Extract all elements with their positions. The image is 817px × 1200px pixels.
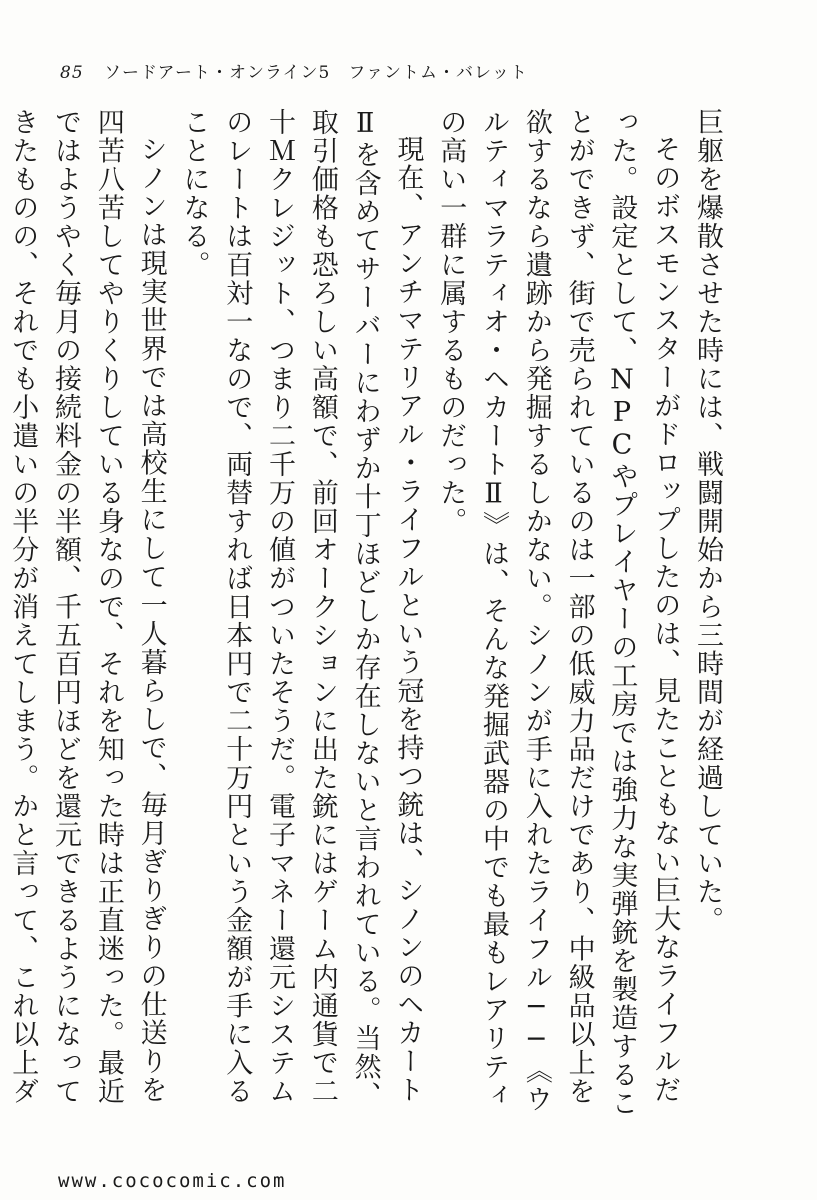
page-header xyxy=(60,58,528,83)
paragraph: 現在、アンチマテリアル・ライフルという冠を持つ銃は、シノンのヘカートⅡを含めてサーバーにわずか十丁ほどしか存在しないと言われている。当然、取引価格も恐ろしい高額で、前回オークションに出た銃にはゲーム内通貨で二十Ｍクレジット、つまり二千万の値がついたそうだ。電子マネー還元システムのレートは百対一なので、両替すれば日本円で二十万円という金額が手に入ることになる。 xyxy=(178,108,424,1110)
paragraph: そのボスモンスターがドロップしたのは、見たこともない巨大なライフルだった。設定として、NPCやプレイヤーの工房では強力な実弾銃を製造することができず、街で売られているのは一部の低威力品だけであり、中級品以上を欲するなら遺跡から発掘するしかない。シノンが手に入れたライフル──《ウルティマラティオ・ヘカートⅡ》は、そんな発掘武器の中でも最もレアリティの高い一群に属するものだった。 xyxy=(435,108,681,1118)
running-title: ソードアート・オンライン5 ファントム・バレット xyxy=(104,63,528,83)
paragraph: シノンは現実世界では高校生にして一人暮らしで、毎月ぎりぎりの仕送りを四苦八苦してやりくりしている身なので、それを知った時は正直迷った。最近ではようやく毎月の接続料金の半額、千五百円ほどを還元できるようになってきたものの、それでも小遣いの半分が消えてしまう。かと言って、これ以上ダ xyxy=(7,108,167,1106)
page-number: 85 xyxy=(60,63,84,83)
body-text xyxy=(7,108,728,1128)
paragraph: 巨躯を爆散させた時には、戦闘開始から三時間が経過していた。 xyxy=(692,108,723,935)
watermark-url: www.cococomic.com xyxy=(58,1170,287,1192)
